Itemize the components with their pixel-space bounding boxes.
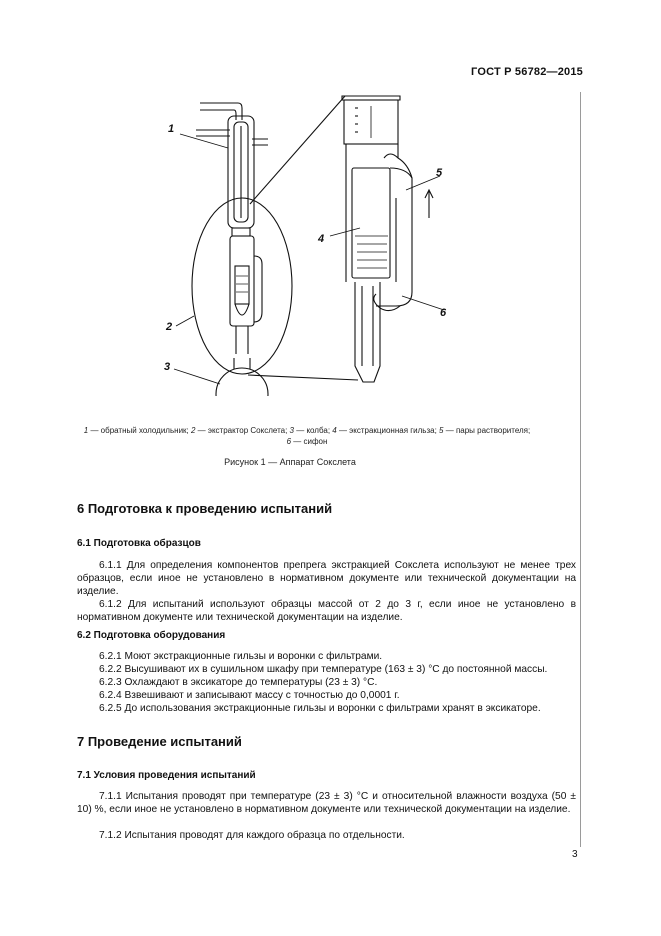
legend-num: 4 (332, 426, 337, 435)
legend-num: 5 (439, 426, 444, 435)
paragraph-6-1-2: 6.1.2 Для испытаний используют образцы массой от 2 до 3 г, если иное не установлено в нормативном документе или технической документации на изделие. (77, 599, 576, 623)
paragraph-6-2-2: 6.2.2 Высушивают их в сушильном шкафу при температуре (163 ± 3) °С до постоянной массы. (99, 664, 548, 675)
paragraph-6-2-5: 6.2.5 До использования экстракционные гильзы и воронки с фильтрами хранят в эксикаторе. (99, 703, 541, 714)
figure-label-4: 4 (318, 233, 325, 245)
soxhlet-apparatus-figure (150, 86, 480, 396)
legend-text: — экстракционная гильза; (336, 426, 440, 435)
figure-label-1: 1 (168, 123, 175, 135)
figure-legend (47, 425, 567, 447)
figure-label-6: 6 (440, 307, 447, 319)
legend-text: — колба; (294, 426, 333, 435)
section-6-1-title: 6.1 Подготовка образцов (77, 538, 201, 549)
paragraph-6-1-1: 6.1.1 Для определения компонентов препрега экстракцией Сокслета используют не менее трех образцов, если иное не установлено в нормативном документе или технической документации на изделие. (77, 560, 576, 597)
legend-text: — экстрактор Сокслета; (195, 426, 290, 435)
figure-label-5: 5 (436, 167, 443, 179)
paragraph-6-2-1: 6.2.1 Моют экстракционные гильзы и воронки с фильтрами. (99, 651, 383, 662)
section-6-title: 6 Подготовка к проведению испытаний (77, 501, 333, 516)
legend-num: 6 (286, 437, 292, 446)
section-7-title: 7 Проведение испытаний (77, 734, 242, 749)
legend-num: 3 (289, 426, 294, 435)
section-7-1-title: 7.1 Условия проведения испытаний (77, 770, 256, 781)
paragraph-6-2-4: 6.2.4 Взвешивают и записывают массу с точностью до 0,0001 г. (99, 690, 400, 701)
legend-num: 1 (83, 426, 89, 435)
legend-text: — обратный холодильник; (88, 426, 191, 435)
paragraph-7-1-1: 7.1.1 Испытания проводят при температуре (23 ± 3) °С и относительной влажности воздуха (50 ± 10) %, если иное не установлено в нормативном документе или технической документации на изделие. (77, 791, 576, 815)
figure-label-2: 2 (166, 321, 173, 333)
paragraph-6-2-3: 6.2.3 Охлаждают в эксикаторе до температуры (23 ± 3) °С. (99, 677, 378, 688)
legend-text: — сифон (291, 437, 328, 446)
margin-rule (580, 92, 581, 847)
page-number: 3 (572, 849, 578, 860)
section-6-2-title: 6.2 Подготовка оборудования (77, 630, 226, 641)
standard-designation: ГОСТ Р 56782—2015 (471, 66, 583, 78)
figure-label-3: 3 (164, 361, 171, 373)
legend-num: 2 (190, 426, 196, 435)
figure-caption: Рисунок 1 — Аппарат Сокслета (224, 457, 356, 467)
legend-text: — пары растворителя; (443, 426, 531, 435)
paragraph-7-1-2: 7.1.2 Испытания проводят для каждого образца по отдельности. (99, 830, 405, 841)
